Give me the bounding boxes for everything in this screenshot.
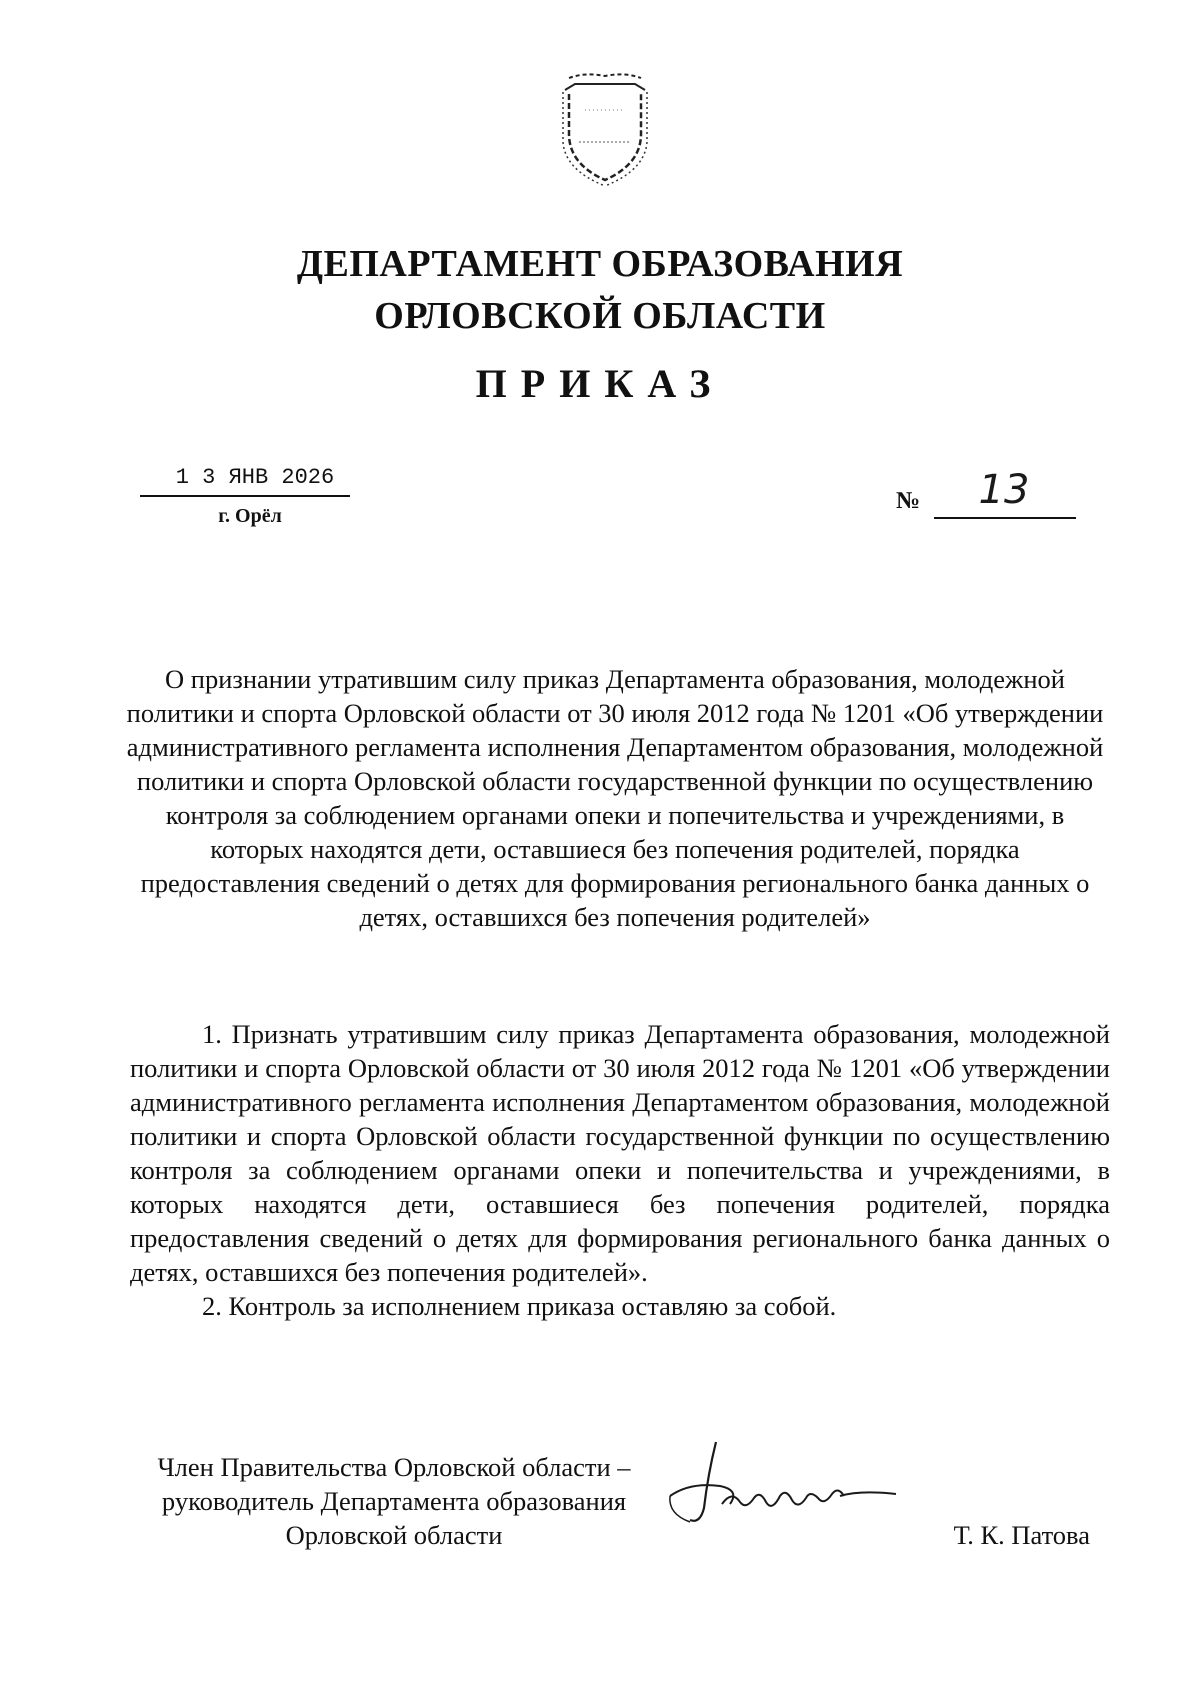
date-underline [140, 495, 350, 497]
number-label: № [896, 488, 921, 514]
number-underline [934, 517, 1076, 519]
department-name [0, 238, 1200, 342]
department-name-line-2: ОРЛОВСКОЙ ОБЛАСТИ [374, 295, 826, 337]
body-paragraph-2: 2. Контроль за исполнением приказа оставляю за собой. [202, 1291, 837, 1321]
document-date: 1 3 ЯНВ 2026 [175, 465, 335, 490]
department-name-line-1: ДЕПАРТАМЕНТ ОБРАЗОВАНИЯ [296, 243, 904, 285]
date-block [140, 463, 350, 528]
coat-of-arms-icon [555, 72, 655, 190]
handwritten-signature [660, 1424, 900, 1544]
document-body [130, 1017, 1110, 1323]
signer-name: Т. К. Патова [953, 1520, 1090, 1550]
position-line-1: Член Правительства Орловской области – [157, 1452, 631, 1482]
document-subject: О признании утратившим силу приказ Департамента образования, молодежной политики и спорта Орловской области от 30 июля 2012 года № 1201 «Об утверждении административного регламента исполнения Департаментом образования, молодежной политики и спорта Орловской области государственной функции по осуществлению контроля за соблюдением органами опеки и попечительства и учреждениями, в которых находятся дети, оставшиеся без попечения родителей, порядка предоставления сведений о детях для формирования регионального банка данных о детях, оставшихся без попечения родителей» [126, 664, 1104, 932]
position-line-2: руководитель Департамента образования [161, 1486, 627, 1516]
document-city: г. Орёл [218, 505, 282, 527]
document-number: 13 [978, 467, 1030, 513]
signatory-position [138, 1450, 650, 1552]
position-line-3: Орловской области [285, 1520, 503, 1550]
body-paragraph-1: 1. Признать утратившим силу приказ Департамента образования, молодежной политики и спорта Орловской области от 30 июля 2012 года № 1201 «Об утверждении административного регламента исполнения Департаментом образования, молодежной политики и спорта Орловской области государственной функции по осуществлению контроля за соблюдением органами опеки и попечительства и учреждениями, в которых находятся дети, оставшиеся без попечения родителей, порядка предоставления сведений о детях для формирования регионального банка данных о детях, оставшихся без попечения родителей». [130, 1019, 1110, 1287]
document-type-title: ПРИКАЗ [475, 361, 725, 406]
